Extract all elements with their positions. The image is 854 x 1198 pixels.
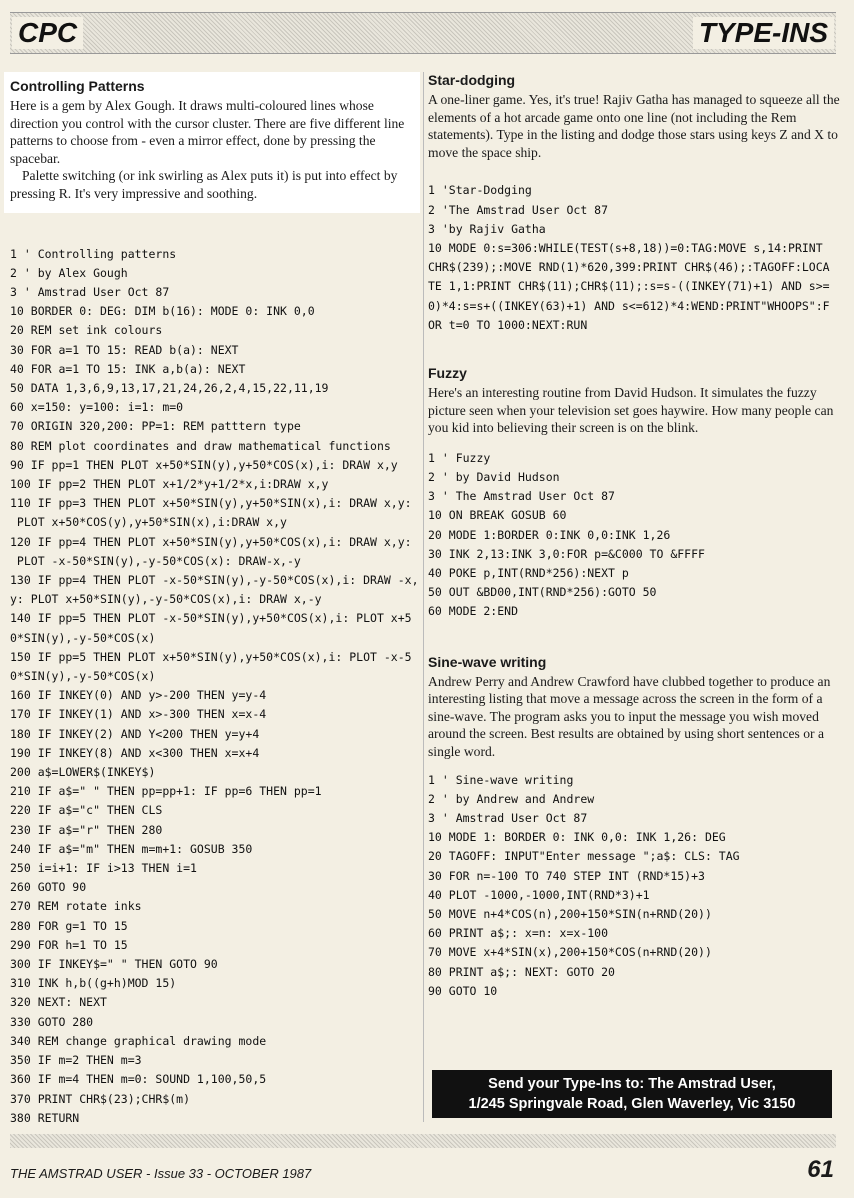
send-line-2: 1/245 Springvale Road, Glen Waverley, Vic 3150 xyxy=(468,1096,796,1112)
fuzzy-title: Fuzzy xyxy=(428,365,467,381)
controlling-title: Controlling Patterns xyxy=(10,78,145,94)
controlling-intro xyxy=(4,72,420,213)
column-divider xyxy=(423,72,424,1122)
header-section-label: CPC xyxy=(12,17,83,49)
left-column xyxy=(10,72,420,1146)
star-dodging-article xyxy=(428,72,840,335)
star-intro xyxy=(428,72,840,161)
sine-wave-article xyxy=(428,654,840,1001)
controlling-para2: Palette switching (or ink swirling as Alex puts it) is put into effect by pressing R. It's very impressive and soothing. xyxy=(10,168,398,201)
fuzzy-article xyxy=(428,365,840,622)
controlling-patterns-article xyxy=(10,72,420,1128)
send-typeins-box xyxy=(432,1070,832,1118)
fuzzy-intro xyxy=(428,365,840,437)
page-number: 61 xyxy=(807,1156,834,1183)
page-header xyxy=(10,12,836,54)
star-para1: A one-liner game. Yes, it's true! Rajiv Gatha has managed to squeeze all the elements of a hot arcade game onto one line (not including the Rem statements). Type in the listing and dodge those stars using keys Z and X to move the space ship. xyxy=(428,92,840,160)
header-category-label: TYPE-INS xyxy=(693,17,834,49)
footer-rule xyxy=(10,1134,836,1148)
sine-para1: Andrew Perry and Andrew Crawford have clubbed together to produce an interesting listing that move a message across the screen in the form of a sine-wave. The program asks you to input the message you wish moved around the screen. Best results are obtained by using short sentences or a single word. xyxy=(428,673,831,759)
send-line-1: Send your Type-Ins to: The Amstrad User, xyxy=(488,1076,776,1092)
controlling-para1: Here is a gem by Alex Gough. It draws multi-coloured lines whose direction you control with the cursor cluster. There are five different line patterns to choose from - even a mirror effect, done by pressing the spacebar. xyxy=(10,98,405,166)
fuzzy-para1: Here's an interesting routine from David Hudson. It simulates the fuzzy picture seen when your television set goes haywire. How many people can you kid into believing their screen is on the blink. xyxy=(428,385,834,436)
star-listing: 1 'Star-Dodging 2 'The Amstrad User Oct 87 3 'by Rajiv Gatha 10 MODE 0:s=306:WHILE(TEST(s+8,18))=0:TAG:MOVE s,14:PRINT CHR$(239);:MOVE RND(1)*620,399:PRINT CHR$(46);:TAGOFF:LOCA TE 1,1:PRINT CHR$(11);CHR$(11);:s=s-((INKEY(71)+1) AND s>= 0)*4:s=s+((INKEY(63)+1) AND s<=612)*4:WEND:PRINT"WHOOPS":F OR t=0 TO 1000:NEXT:RUN xyxy=(428,183,830,332)
right-column xyxy=(428,72,840,1019)
star-title: Star-dodging xyxy=(428,72,516,88)
sine-listing: 1 ' Sine-wave writing 2 ' by Andrew and Andrew 3 ' Amstrad User Oct 87 10 MODE 1: BORDER 0: INK 0,0: INK 1,26: DEG 20 TAGOFF: INPUT"Enter message ";a$: CLS: TAG 30 FOR n=-100 TO 740 STEP INT (RND*15)+3 40 PLOT -1000,-1000,INT(RND*3)+1 50 MOVE n+4*COS(n),200+150*SIN(n+RND(20)) 60 PRINT a$;: x=n: x=x-100 70 MOVE x+4*SIN(x),200+150*COS(n+RND(20)) 80 PRINT a$;: NEXT: GOTO 20 90 GOTO 10 xyxy=(428,772,740,998)
fuzzy-listing: 1 ' Fuzzy 2 ' by David Hudson 3 ' The Amstrad User Oct 87 10 ON BREAK GOSUB 60 20 MODE 1:BORDER 0:INK 0,0:INK 1,26 30 INK 2,13:INK 3,0:FOR p=&C000 TO &FFFF 40 POKE p,INT(RND*256):NEXT p 50 OUT &BD00,INT(RND*256):GOTO 50 60 MODE 2:END xyxy=(428,450,705,619)
sine-intro xyxy=(428,654,840,761)
footer-issue-info: THE AMSTRAD USER - Issue 33 - OCTOBER 1987 xyxy=(10,1166,312,1181)
controlling-listing: 1 ' Controlling patterns 2 ' by Alex Gough 3 ' Amstrad User Oct 87 10 BORDER 0: DEG: DIM b(16): MODE 0: INK 0,0 20 REM set ink colours 30 FOR a=1 TO 15: READ b(a): NEXT 40 FOR a=1 TO 15: INK a,b(a): NEXT 50 DATA 1,3,6,9,13,17,21,24,26,2,4,15,22,11,19 60 x=150: y=100: i=1: m=0 70 ORIGIN 320,200: PP=1: REM patttern type 80 REM plot coordinates and draw mathematical functions 90 IF pp=1 THEN PLOT x+50*SIN(y),y+50*COS(x),i: DRAW x,y 100 IF pp=2 THEN PLOT x+1/2*y+1/2*x,i:DRAW x,y 110 IF pp=3 THEN PLOT x+50*SIN(y),y+50*SIN(x),i: DRAW x,y: PLOT x+50*COS(y),y+50*SIN(x),i:DRAW x,y 120 IF pp=4 THEN PLOT x+50*SIN(y),y+50*COS(x),i: DRAW x,y: PLOT -x-50*SIN(y),-y-50*COS(x): DRAW-x,-y 130 IF pp=4 THEN PLOT -x-50*SIN(y),-y-50*COS(x),i: DRAW -x, y: PLOT x+50*SIN(y),-y-50*COS(x),i: DRAW x,-y 140 IF pp=5 THEN PLOT -x-50*SIN(y),y+50*COS(x),i: PLOT x+5 0*SIN(y),-y-50*COS(x) 150 IF pp=5 THEN PLOT x+50*SIN(y),y+50*COS(x),i: PLOT -x-5 0*SIN(y),-y-50*COS(x) 160 IF INKEY(0) AND y>-200 THEN y=y-4 170 IF INKEY(1) AND x>-300 THEN x=x-4 180 IF INKEY(2) AND Y<200 THEN y=y+4 190 IF INKEY(8) AND x<300 THEN x=x+4 200 a$=LOWER$(INKEY$) 210 IF a$=" " THEN pp=pp+1: IF pp=6 THEN pp=1 220 IF a$="c" THEN CLS 230 IF a$="r" THEN 280 240 IF a$="m" THEN m=m+1: GOSUB 350 250 i=i+1: IF i>13 THEN i=1 260 GOTO 90 270 REM rotate inks 280 FOR g=1 TO 15 290 FOR h=1 TO 15 300 IF INKEY$=" " THEN GOTO 90 310 INK h,b((g+h)MOD 15) 320 NEXT: NEXT 330 GOTO 280 340 REM change graphical drawing mode 350 IF m=2 THEN m=3 360 IF m=4 THEN m=0: SOUND 1,100,50,5 370 PRINT CHR$(23);CHR$(m) 380 RETURN xyxy=(10,246,419,1125)
sine-title: Sine-wave writing xyxy=(428,653,547,670)
